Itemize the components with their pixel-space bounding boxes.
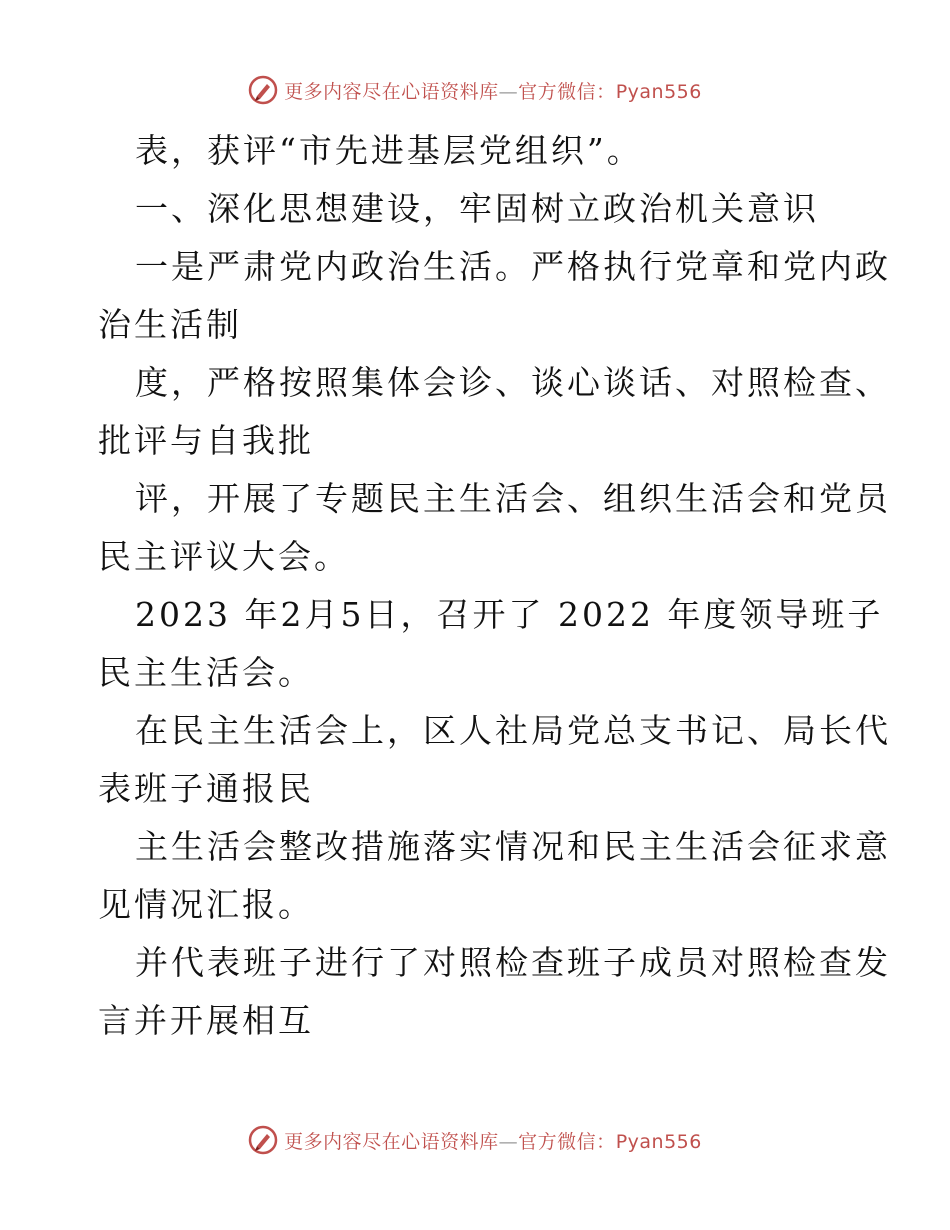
pen-logo-icon bbox=[248, 75, 278, 105]
text-line: 治生活制 bbox=[98, 305, 242, 344]
text-line: 2023 年2月5日，召开了 2022 年度领导班子 bbox=[135, 595, 884, 634]
watermark-text: 更多内容尽在心语资料库—官方微信：Pyan556 bbox=[284, 80, 702, 103]
text-line: 主生活会整改措施落实情况和民主生活会征求意 bbox=[135, 827, 891, 866]
text-line: 见情况汇报。 bbox=[98, 885, 314, 924]
text-line: 民主生活会。 bbox=[98, 653, 314, 692]
watermark-text: 更多内容尽在心语资料库—官方微信：Pyan556 bbox=[284, 1130, 702, 1153]
section-heading: 一、深化思想建设，牢固树立政治机关意识 bbox=[135, 189, 819, 228]
text-line: 评，开展了专题民主生活会、组织生活会和党员 bbox=[135, 479, 891, 518]
text-line: 并代表班子进行了对照检查班子成员对照检查发 bbox=[135, 943, 891, 982]
pen-logo-icon bbox=[248, 1125, 278, 1155]
text-line: 度，严格按照集体会诊、谈心谈话、对照检查、 bbox=[135, 363, 891, 402]
document-body bbox=[98, 122, 891, 1050]
text-line: 在民主生活会上，区人社局党总支书记、局长代 bbox=[135, 711, 891, 750]
text-line: 一是严肃党内政治生活。严格执行党章和党内政 bbox=[135, 247, 891, 286]
text-line: 批评与自我批 bbox=[98, 421, 314, 460]
text-line: 表，获评“市先进基层党组织”。 bbox=[135, 131, 643, 170]
text-line: 表班子通报民 bbox=[98, 769, 314, 808]
header-watermark bbox=[0, 70, 950, 110]
text-line: 民主评议大会。 bbox=[98, 537, 350, 576]
footer-watermark bbox=[0, 1120, 950, 1160]
text-line: 言并开展相互 bbox=[98, 1001, 314, 1040]
